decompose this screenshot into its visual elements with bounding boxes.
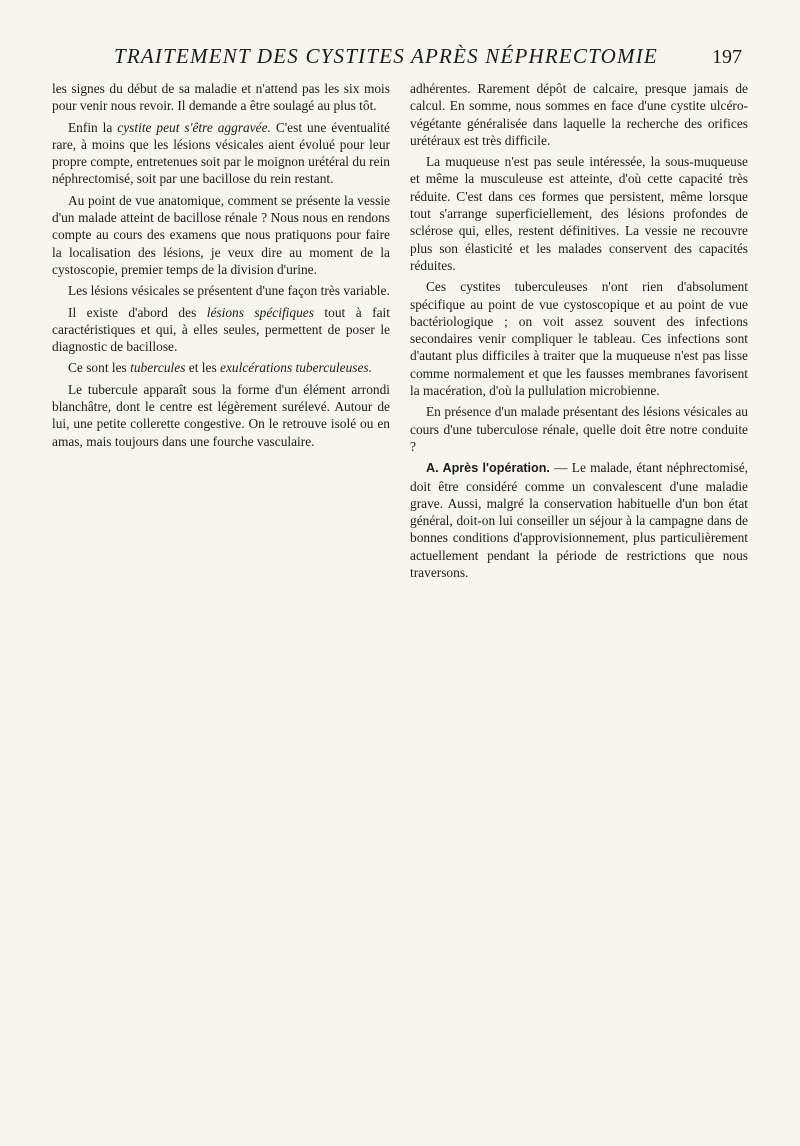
paragraph: La muqueuse n'est pas seule intéressée, la sous-muqueuse et même la musculeuse est atteinte, d'où cette capacité très réduite. C'est dans ces formes que persistent, même lorsque tout s'arrange superficiellement, des lésions profondes de sclérose qui, elles, restent définitives. La vessie ne recouvre plus son élasticité et les malades conservent des capacités réduites. <box>410 154 748 273</box>
paragraph: Le tubercule apparaît sous la forme d'un élément arrondi blanchâtre, dont le centre est légèrement surélevé. Autour de lui, une petite collerette congestive. On le retrouve isolé ou en amas, mais toujours dans une fourche vasculaire. <box>52 381 390 449</box>
section-heading: A. Après l'opération. <box>426 461 550 476</box>
text-run: Ce sont les <box>68 360 131 376</box>
text-run: tout à fait caractéristiques et qui, à elles seules, permettent de poser le diagnostic de bacillose. <box>52 304 390 355</box>
paragraph: adhérentes. Rarement dépôt de calcaire, presque jamais de calcul. En somme, nous sommes en face d'une cystite ulcéro-végétante généralisée dans laquelle la recherche des orifices urétéraux est très difficile. <box>410 81 748 148</box>
paragraph <box>52 359 390 376</box>
running-title: TRAITEMENT DES CYSTITES APRÈS NÉPHRECTOMIE <box>114 44 658 68</box>
paragraph <box>410 459 748 581</box>
text-columns <box>52 80 748 1120</box>
text-run: C'est une éventualité rare, à moins que les lésions vésicales aient évolué pour leur propre compte, entretenues soit par le moignon urétéral du rein néphrectomisé, soit par une bacillose du rein restant. <box>52 119 390 187</box>
text-run: et les <box>185 360 221 376</box>
paragraph: les signes du début de sa maladie et n'attend pas les six mois pour venir nous revoir. Il demande a être soulagé au plus tôt. <box>52 81 390 114</box>
paragraph: Ces cystites tuberculeuses n'ont rien d'absolument spécifique au point de vue cystoscopique et au point de vue bactériologique ; on voit assez souvent des infections secondaires venir compliquer le tableau. Ces infections sont d'autant plus difficiles à traiter que la muqueuse n'est pas lisse comme normalement et que les fausses membranes favorisent la macération, d'où la pullulation microbienne. <box>410 279 748 399</box>
emphasis: cystite peut s'être aggravée. <box>117 119 271 135</box>
text-run: Il existe d'abord des <box>68 304 207 320</box>
right-column <box>410 80 748 1120</box>
emphasis: tubercules <box>130 360 186 376</box>
page-number: 197 <box>712 46 742 68</box>
emphasis: exulcérations tuberculeuses. <box>220 360 372 376</box>
paragraph <box>52 119 390 188</box>
paragraph: Les lésions vésicales se présentent d'une façon très variable. <box>68 283 390 299</box>
text-run: Enfin la <box>68 119 118 135</box>
paragraph: Au point de vue anatomique, comment se présente la vessie d'un malade atteint de bacillose rénale ? Nous nous en rendons compte au cours des examens que nous pratiquons pour faire la localisation des lésions, je veux dire au moment de la cystoscopie, premier temps de la division d'urine. <box>52 192 390 277</box>
text-run: — Le malade, étant néphrectomisé, doit être considéré comme un convalescent d'une maladie grave. Aussi, malgré la conservation habituelle d'un bon état général, doit-on lui conseiller un séjour à la campagne dans de bonnes conditions d'approvisionnement, plus particulièrement actuellement pendant la période de restrictions que nous traversons. <box>410 460 749 581</box>
paragraph <box>52 304 390 356</box>
left-column <box>52 80 390 1120</box>
running-header <box>62 44 742 80</box>
paragraph: En présence d'un malade présentant des lésions vésicales au cours d'une tuberculose rénale, quelle doit être notre conduite ? <box>410 404 748 454</box>
emphasis: lésions spécifiques <box>206 304 314 320</box>
